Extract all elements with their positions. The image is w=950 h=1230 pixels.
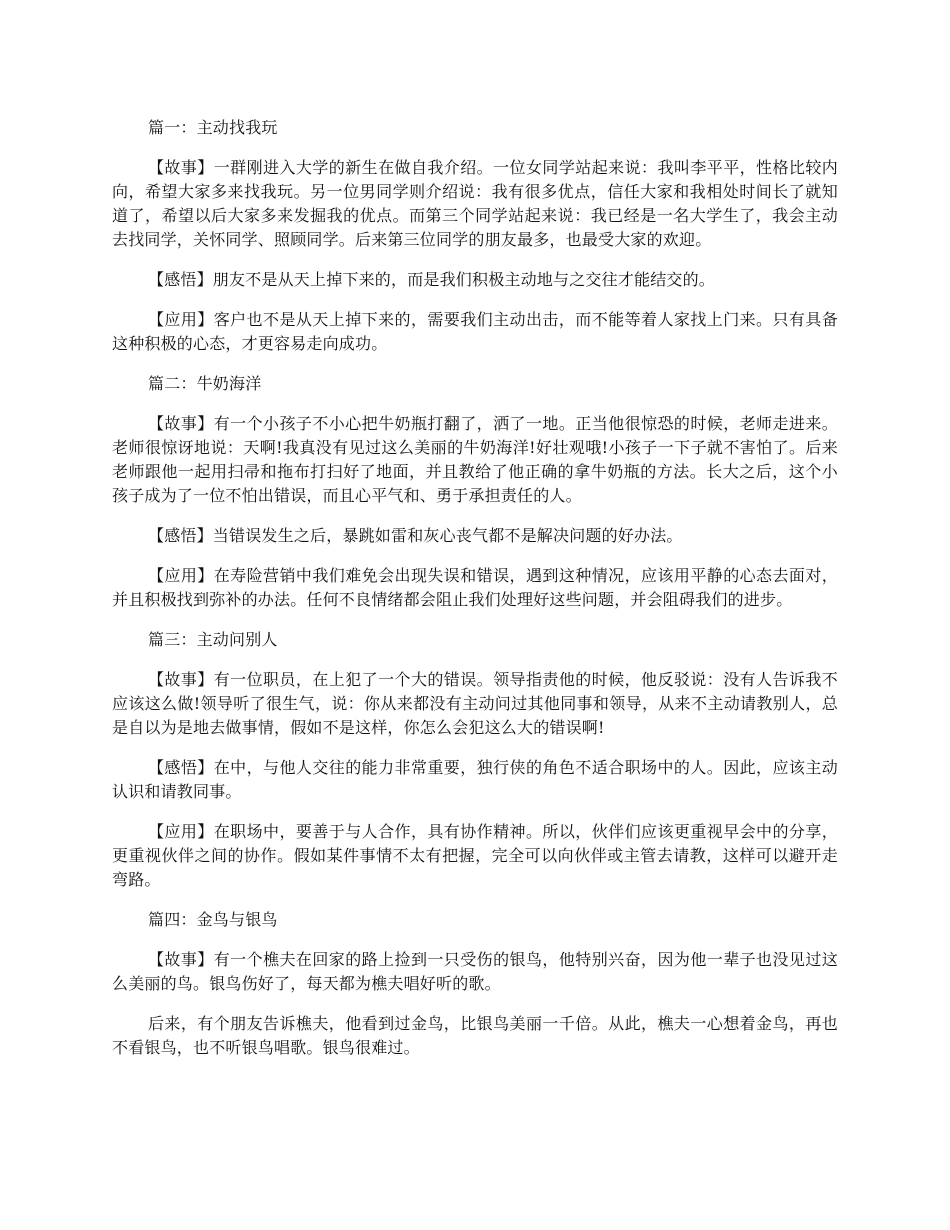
section-2-title: 篇二：牛奶海洋 [148, 374, 262, 393]
section-2-story: 【故事】有一个小孩子不小心把牛奶瓶打翻了，洒了一地。正当他很惊恐的时候，老师走进来。老师很惊讶地说：天啊!我真没有见过这么美丽的牛奶海洋!好壮观哦!小孩子一下子就不害怕了。后来老师跟他一起用扫帚和拖布打扫好了地面，并且教给了他正确的拿牛奶瓶的方法。长大之后，这个小孩子成为了一位不怕出错误，而且心平气和、勇于承担责任的人。 [112, 414, 838, 505]
section-1-insight: 【感悟】朋友不是从天上掉下来的，而是我们积极主动地与之交往才能结交的。 [148, 270, 716, 289]
section-2-application: 【应用】在寿险营销中我们难免会出现失误和错误，遇到这种情况，应该用平静的心态去面对，并且积极找到弥补的办法。任何不良情绪都会阻止我们处理好这些问题，并会阻碍我们的进步。 [112, 566, 838, 609]
section-3-title: 篇三：主动问别人 [148, 630, 278, 649]
section-1-story: 【故事】一群刚进入大学的新生在做自我介绍。一位女同学站起来说：我叫李平平，性格比较内向，希望大家多来找我玩。另一位男同学则介绍说：我有很多优点，信任大家和我相处时间长了就知道了，希望以后大家多来发掘我的优点。而第三个同学站起来说：我已经是一名大学生了，我会主动去找同学，关怀同学、照顾同学。后来第三位同学的朋友最多，也最受大家的欢迎。 [112, 158, 838, 249]
section-3-story: 【故事】有一位职员，在上犯了一个大的错误。领导指责他的时候，他反驳说：没有人告诉我不应该这么做!领导听了很生气，说：你从来都没有主动问过其他同事和领导，从来不主动请教别人，总是自以为是地去做事情，假如不是这样，你怎么会犯这么大的错误啊! [112, 670, 838, 737]
section-1-application: 【应用】客户也不是从天上掉下来的，需要我们主动出击，而不能等着人家找上门来。只有具备这种积极的心态，才更容易走向成功。 [112, 310, 838, 353]
section-4-continuation: 后来，有个朋友告诉樵夫，他看到过金鸟，比银鸟美丽一千倍。从此，樵夫一心想着金鸟，再也不看银鸟，也不听银鸟唱歌。银鸟很难过。 [112, 1014, 838, 1057]
section-4-story: 【故事】有一个樵夫在回家的路上捡到一只受伤的银鸟，他特别兴奋，因为他一辈子也没见过这么美丽的鸟。银鸟伤好了，每天都为樵夫唱好听的歌。 [112, 950, 838, 993]
section-3-application: 【应用】在职场中，要善于与人合作，具有协作精神。所以，伙伴们应该更重视早会中的分享，更重视伙伴之间的协作。假如某件事情不太有把握，完全可以向伙伴或主管去请教，这样可以避开走弯路。 [112, 822, 838, 889]
section-2-insight: 【感悟】当错误发生之后，暴跳如雷和灰心丧气都不是解决问题的好办法。 [148, 526, 683, 545]
section-3-insight: 【感悟】在中，与他人交往的能力非常重要，独行侠的角色不适合职场中的人。因此，应该主动认识和请教同事。 [112, 758, 838, 801]
section-4-title: 篇四：金鸟与银鸟 [148, 910, 278, 929]
section-1-title: 篇一：主动找我玩 [148, 118, 278, 137]
